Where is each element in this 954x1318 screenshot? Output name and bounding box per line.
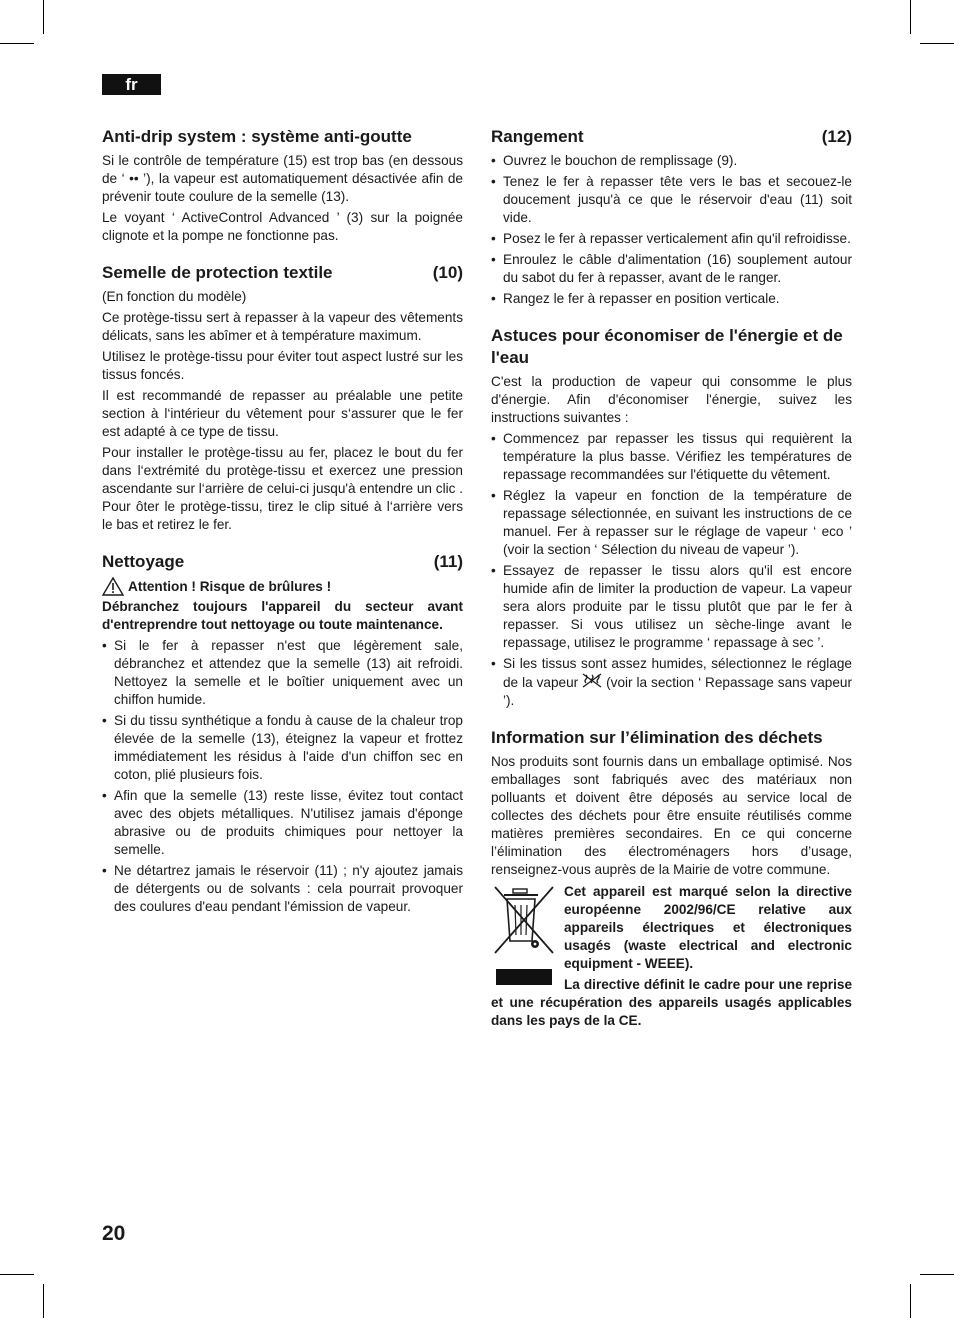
- list-item-text: (voir la section ‘ Repassage sans vapeur ’).: [503, 675, 853, 708]
- semelle-heading: [102, 262, 463, 284]
- nettoyage-number: (11): [433, 552, 463, 571]
- list-item: • Tenez le fer à repasser tête vers le bas et secouez-le doucement jusqu'à ce que le réservoir d'eau (11) soit vide.: [491, 173, 852, 227]
- nettoyage-heading: [102, 551, 463, 573]
- antidrip-paragraph-2: Le voyant ‘ ActiveControl Advanced ’ (3) sur la poignée clignote et la pompe ne fonctionne pas.: [102, 210, 463, 243]
- rangement-title: Rangement: [491, 127, 584, 146]
- warning-triangle-icon: [102, 577, 124, 596]
- crop-mark: [43, 0, 44, 34]
- semelle-paragraph-4: Il est recommandé de repasser au préalable une petite section à l‘intérieur du vêtement pour s‘assurer que le fer est adapté à ce type de tissu.: [102, 388, 463, 439]
- burn-warning: [102, 577, 463, 596]
- crop-mark: [910, 1284, 911, 1318]
- crop-mark: [920, 1274, 954, 1275]
- semelle-number: (10): [432, 263, 463, 282]
- astuces-intro: C'est la production de vapeur qui consomme le plus d'énergie. Afin d'économiser l'énergie, suivez les instructions suivantes :: [491, 374, 852, 425]
- elimination-title: Information sur l’élimination des déchets: [491, 728, 823, 747]
- list-item: • Posez le fer à repasser verticalement afin qu'il refroidisse.: [491, 230, 852, 248]
- list-item: • Rangez le fer à repasser en position verticale.: [491, 290, 852, 308]
- weee-paragraph-1: Cet appareil est marqué selon la directive européenne 2002/96/CE relative aux appareils électriques et électroniques usagés (waste electrical and electronic equipment - WEEE).: [564, 884, 852, 971]
- antidrip-title: Anti-drip system : système anti-goutte: [102, 127, 412, 146]
- rangement-heading: [491, 126, 852, 148]
- list-item: • Afin que la semelle (13) reste lisse, évitez tout contact avec des objets métalliques. N'utilisez jamais d'éponge abrasive ou de produits chimiques pour nettoyer la semelle.: [102, 787, 463, 859]
- weee-paragraph-2: La directive définit le cadre pour une reprise et une récupération des appareils usagés applicables dans les pays de la CE.: [491, 977, 852, 1028]
- nettoyage-section: [102, 551, 463, 916]
- crop-mark: [0, 1274, 34, 1275]
- elimination-heading: [491, 727, 852, 749]
- language-tab: fr: [102, 74, 161, 95]
- list-item: • Ne détartrez jamais le réservoir (11) ; n'y ajoutez jamais de détergents ou de solvants : cela pourrait provoquer des coulures d'eau pendant l'émission de vapeur.: [102, 862, 463, 916]
- semelle-section: [102, 262, 463, 534]
- list-item: • Commencez par repasser les tissus qui requièrent la température la plus basse. Vérifiez les températures de repassage recommandées sur l'étiquette du vêtement.: [491, 430, 852, 484]
- semelle-paragraph-3: Utilisez le protège-tissu pour éviter tout aspect lustré sur les tissus foncés.: [102, 349, 463, 382]
- weee-block: [491, 883, 852, 1030]
- crop-mark: [0, 43, 34, 44]
- elimination-section: [491, 727, 852, 1030]
- nettoyage-list: [102, 637, 463, 916]
- semelle-title: Semelle de protection textile: [102, 263, 333, 282]
- list-item: • Ouvrez le bouchon de remplissage (9).: [491, 152, 852, 170]
- weee-black-bar: [496, 969, 552, 985]
- burn-warning-text: Attention ! Risque de brûlures !: [128, 579, 332, 594]
- rangement-section: [491, 126, 852, 308]
- semelle-paragraph-2: Ce protège-tissu sert à repasser à la vapeur des vêtements délicats, sans les abîmer et à température maximum.: [102, 310, 463, 343]
- list-item-text: Si les tissus sont assez humides, sélectionnez le réglage de la vapeur: [503, 656, 852, 690]
- no-steam-icon: [582, 673, 602, 689]
- crop-mark: [920, 43, 954, 44]
- semelle-paragraph-1: (En fonction du modèle): [102, 289, 247, 304]
- list-item: • Enroulez le câble d'alimentation (16) souplement autour du sabot du fer à repasser, avant de le ranger.: [491, 251, 852, 287]
- page-number: 20: [102, 1222, 126, 1245]
- list-item: • Réglez la vapeur en fonction de la température de repassage sélectionnée, en suivant les instructions de ce manuel. Fer à repasser sur le réglage de vapeur ‘ eco ’ (voir la section ‘ Sélection du niveau de vapeur ’).: [491, 487, 852, 559]
- list-item: • Si le fer à repasser n'est que légèrement sale, débranchez et attendez que la semelle (13) ait refroidi. Nettoyez la semelle et le boîtier uniquement avec un chiffon humide.: [102, 637, 463, 709]
- astuces-heading: [491, 325, 852, 369]
- antidrip-section: [102, 126, 463, 245]
- list-item: • Essayez de repasser le tissu alors qu'il est encore humide afin de limiter la production de vapeur. La vapeur sera alors produite par le tissu plutôt que par le fer à repasser. Si vous utilisez un sèche-linge avant le repassage, utilisez le programme ‘ repassage à sec ’.: [491, 562, 852, 652]
- nettoyage-title: Nettoyage: [102, 552, 185, 571]
- astuces-title: Astuces pour économiser de l'énergie et de l'eau: [491, 326, 843, 367]
- elimination-paragraph: Nos produits sont fournis dans un emballage optimisé. Nos emballages sont fabriqués avec des matériaux non polluants et doivent être déposés au service local de collectes des déchets pour être ensuite réutilisés comme matières premières secondaires. En ce qui concerne l’élimination des électroménagers hors d’usage, renseignez-vous auprès de la Mairie de votre commune.: [491, 754, 852, 877]
- right-column: [491, 124, 852, 1033]
- antidrip-paragraph-1: Si le contrôle de température (15) est trop bas (en dessous de ‘ •• ’), la vapeur est automatiquement désactivée afin de prévenir toute coulure de la semelle (13).: [102, 153, 463, 204]
- list-item: [491, 655, 852, 710]
- astuces-list: [491, 430, 852, 710]
- crop-mark: [910, 0, 911, 34]
- nettoyage-bold-paragraph: Débranchez toujours l'appareil du secteur avant d'entreprendre tout nettoyage ou toute maintenance.: [102, 599, 463, 632]
- crossed-bin-icon: [491, 883, 561, 987]
- antidrip-heading: [102, 126, 463, 148]
- astuces-section: [491, 325, 852, 710]
- semelle-paragraph-5: Pour installer le protège-tissu au fer, placez le bout du fer dans l‘extrémité du protège-tissu et exercez une pression ascendante sur l‘arrière de celui-ci jusqu'à entendre un clic . Pour ôter le protège-tissu, tirez le clip situé à l‘arrière vers le bas et retirez le fer.: [102, 445, 463, 532]
- left-column: [102, 124, 463, 919]
- rangement-number: (12): [821, 127, 852, 146]
- list-item: • Si du tissu synthétique a fondu à cause de la chaleur trop élevée de la semelle (13), éteignez la vapeur et frottez immédiatement les résidus à l'aide d'un chiffon sec en coton, plié plusieurs fois.: [102, 712, 463, 784]
- rangement-list: [491, 152, 852, 308]
- crop-mark: [43, 1284, 44, 1318]
